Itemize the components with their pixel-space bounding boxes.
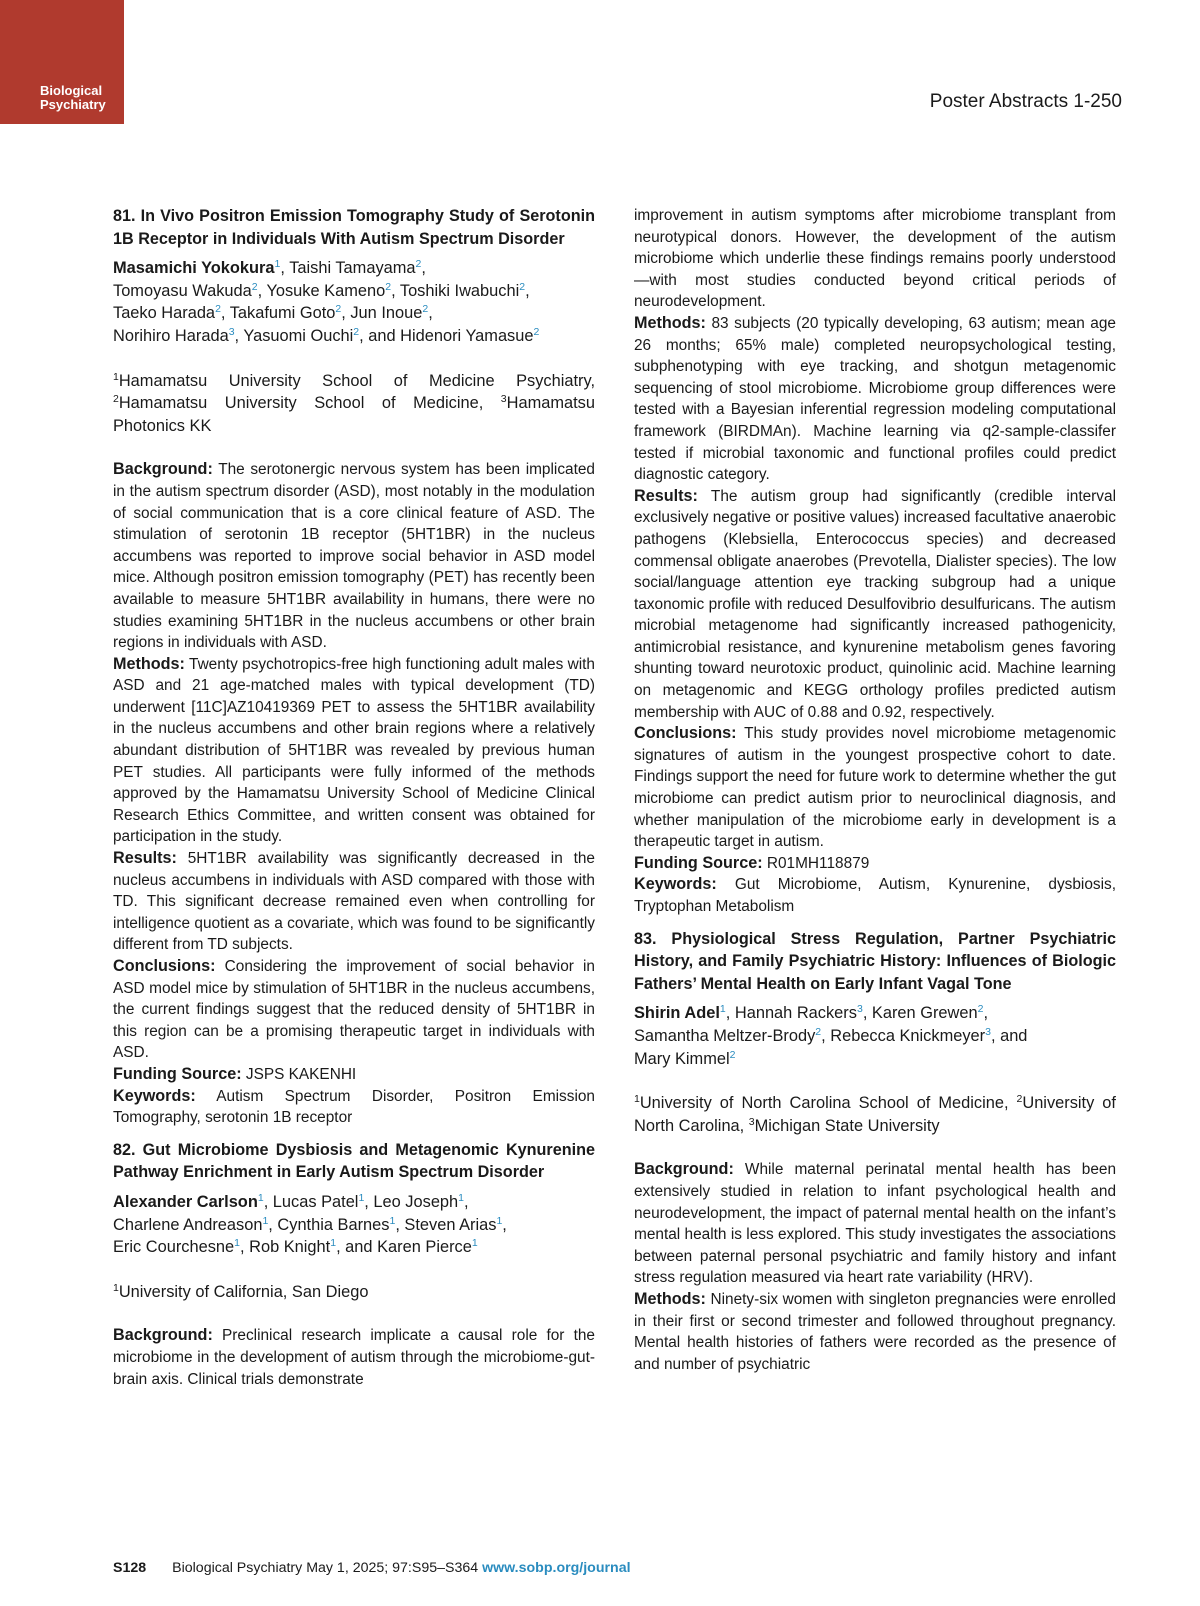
abstract-81-title: 81. In Vivo Positron Emission Tomography Study of Serotonin 1B Receptor in Individuals With Autism Spectrum Disorder [113, 207, 595, 248]
abstract-82-methods: Methods: 83 subjects (20 typically developing, 63 autism; mean age 26 months; 65% male) completed neuropsychological testing, subphenotyping with eye tracking, and shotgun metagenomic sequencing of stool microbiome. Microbiome group differences were tested with a Bayesian inferential regression modeling computational framework (BIRDMAn). Machine learning via q2-sample-classifer tested if microbial taxonomic and functional profiles could predict diagnostic category. [634, 313, 1116, 484]
left-column [113, 205, 595, 1390]
journal-logo-text: Biological Psychiatry [40, 83, 106, 112]
section-header: Poster Abstracts 1-250 [929, 91, 1122, 112]
abstract-81-authors: Masamichi Yokokura$^1$, Taishi Tamayama$^2$, Tomoyasu Wakuda$^2$, Yosuke Kameno$^2$, Toshiki Iwabuchi$^2$, Taeko Harada$^2$, Takafumi Goto$^2$, Jun Inoue$^2$, Norihiro Harada$^3$, Yasuomi Ouchi$^2$, and Hidenori Yamasue$^2$ [113, 258, 540, 345]
author-name: Hidenori Yamasue [400, 326, 534, 345]
abstract-81-conclusions: Conclusions: Considering the improvement of social behavior in ASD model mice by stimulation of 5HT1BR in the nucleus accumbens, the current findings suggest that the reduced density of 5HT1BR in this region can be a promising therapeutic target in individuals with ASD. [113, 957, 595, 1062]
author-name: Steven Arias [404, 1215, 497, 1234]
author-name: Mary Kimmel [634, 1049, 730, 1068]
author-name: Rob Knight [249, 1238, 331, 1257]
author-name: Charlene Andreason [113, 1215, 263, 1234]
author-name: Karen Grewen [871, 1004, 978, 1023]
author-name: Yasuomi Ouchi [243, 326, 354, 345]
author-name: Takafumi Goto [229, 304, 336, 323]
author-name: Rebecca Knickmeyer [830, 1026, 986, 1045]
author-name: Taishi Tamayama [289, 259, 416, 278]
abstract-83-background: Background: While maternal perinatal mental health has been extensively studied in relation to infant psychological health and neurodevelopment, the impact of paternal mental health on the infant’s mental health is less explored. This study investigates the associations between paternal personal psychiatric and family history and infant stress regulation measured via heart rate variability (HRV). [634, 1160, 1116, 1287]
abstract-83-methods: Methods: Ninety-six women with singleton pregnancies were enrolled in their first or second trimester and followed throughout pregnancy. Mental health histories of fathers were recorded as the presence of and number of psychiatric [634, 1289, 1116, 1373]
author-name: Alexander Carlson [113, 1192, 258, 1211]
abstract-82-conclusions: Conclusions: This study provides novel microbiome metagenomic signatures of autism in the youngest prospective cohort to date. Findings support the need for future work to determine whether the gut microbiome can predict autism prior to neuroclinical diagnosis, and whether manipulation of the microbiome early in development is a therapeutic target in autism. [634, 724, 1116, 851]
author-name: Norihiro Harada [113, 326, 229, 345]
author-name: Toshiki Iwabuchi [399, 281, 520, 300]
abstract-82-authors: Alexander Carlson$^1$, Lucas Patel$^1$, Leo Joseph$^1$, Charlene Andreason$^1$, Cynthia Barnes$^1$, Steven Arias$^1$, Eric Courchesne$^1$, Rob Knight$^1$, and Karen Pierce$^1$ [113, 1191, 507, 1257]
abstract-81-results: Results: 5HT1BR availability was significantly decreased in the nucleus accumbens in individuals with ASD compared with those with TD. This significant decrease remained even when controlling for intelligence quotient as a covariate, which was found to be significantly different from TD subjects. [113, 849, 595, 954]
author-name: Lucas Patel [272, 1192, 359, 1211]
journal-url-link[interactable]: www.sobp.org/journal [482, 1560, 631, 1576]
author-name: Samantha Meltzer-Brody [634, 1026, 816, 1045]
page-number: S128 [113, 1560, 147, 1576]
abstract-83-title: 83. Physiological Stress Regulation, Partner Psychiatric History, and Family Psychiatric History: Influences of Biologic Fathers’ Mental Health on Early Infant Vagal Tone [634, 929, 1116, 993]
right-column [634, 205, 1116, 1375]
page-footer [113, 1560, 631, 1576]
abstract-81-funding: Funding Source: JSPS KAKENHI [113, 1064, 357, 1083]
author-name: Karen Pierce [377, 1238, 472, 1257]
abstract-82-affiliations: $^1$University of California, San Diego [113, 1281, 369, 1301]
abstract-81-background: Background: The serotonergic nervous system has been implicated in the autism spectrum disorder (ASD), most notably in the modulation of social communication that is a core clinical feature of ASD. The stimulation of serotonin 1B receptor (5HT1BR) in the nucleus accumbens was reported to improve social behavior in ASD model mice. Although positron emission tomography (PET) has recently been available to measure 5HT1BR availability in humans, there were no studies examining 5HT1BR in the nucleus accumbens or other brain regions in individuals with ASD. [113, 460, 595, 652]
author-name: Leo Joseph [373, 1192, 459, 1211]
author-name: Masamichi Yokokura [113, 259, 275, 278]
abstract-82-background: Background: Preclinical research implicate a causal role for the microbiome in the development of autism through the microbiome-gut-brain axis. Clinical trials demonstrate [113, 1326, 595, 1388]
abstract-82-keywords: Keywords: Gut Microbiome, Autism, Kynurenine, dysbiosis, Tryptophan Metabolism [634, 875, 1116, 915]
author-name: Yosuke Kameno [266, 281, 386, 300]
abstract-82-background-continued: improvement in autism symptoms after microbiome transplant from neurotypical donors. However, the development of the autism microbiome which underlie these findings remains poorly understood—with most studies conducted beyond critical periods of neurodevelopment. [634, 207, 1116, 311]
author-name: Jun Inoue [350, 304, 423, 323]
author-name: Tomoyasu Wakuda [113, 281, 252, 300]
author-name: Eric Courchesne [113, 1238, 235, 1257]
abstract-82-title: 82. Gut Microbiome Dysbiosis and Metagenomic Kynurenine Pathway Enrichment in Early Autism Spectrum Disorder [113, 1140, 595, 1182]
abstract-81-methods: Methods: Twenty psychotropics-free high functioning adult males with ASD and 21 age-matched males with typical development (TD) underwent [11C]AZ10419369 PET to assess the 5HT1BR availability in the nucleus accumbens and other brain regions where a relatively abundant distribution of 5HT1BR was revealed by previous human PET studies. All participants were fully informed of the methods approved by the Hamamatsu University School of Medicine Clinical Research Ethics Committee, and written consent was obtained for participation in the study. [113, 654, 595, 846]
abstract-82-funding: Funding Source: R01MH118879 [634, 853, 870, 872]
author-name: Shirin Adel [634, 1004, 720, 1023]
abstract-81-keywords: Keywords: Autism Spectrum Disorder, Positron Emission Tomography, serotonin 1B receptor [113, 1086, 595, 1127]
abstract-82-results: Results: The autism group had significantly (credible interval exclusively negative or positive values) increased facultative anaerobic pathogens (Klebsiella, Enterococcus species) and decreased commensal obligate anaerobes (Prevotella, Dialister species). The low social/language attention eye tracking subgroup had a unique taxonomic profile with reduced Desulfovibrio desulfuricans. The autism microbial metagenome had significantly increased pathogenicity, antimicrobial resistance, and kynurenine metabolism genes favoring shunting toward neurotoxic product, quinolinic acid. Machine learning on metagenomic and KEGG orthology profiles predicted autism membership with AUC of 0.88 and 0.92, respectively. [634, 486, 1116, 721]
citation: Biological Psychiatry May 1, 2025; 97:S95–S364 [172, 1560, 483, 1576]
author-name: Hannah Rackers [734, 1004, 857, 1023]
author-name: Cynthia Barnes [277, 1215, 390, 1234]
abstract-83-authors: Shirin Adel$^1$, Hannah Rackers$^3$, Karen Grewen$^2$, Samantha Meltzer-Brody$^2$, Rebecca Knickmeyer$^3$, and Mary Kimmel$^2$ [634, 1003, 1028, 1068]
abstract-83-affiliations: $^1$University of North Carolina School of Medicine, $^2$University of North Carolina, $^3$Michigan State University [634, 1093, 1116, 1135]
abstract-81-affiliations: $^1$Hamamatsu University School of Medicine Psychiatry, $^2$Hamamatsu University School of Medicine, $^3$Hamamatsu Photonics KK [113, 370, 595, 435]
journal-logo [0, 0, 124, 124]
author-name: Taeko Harada [113, 304, 216, 323]
